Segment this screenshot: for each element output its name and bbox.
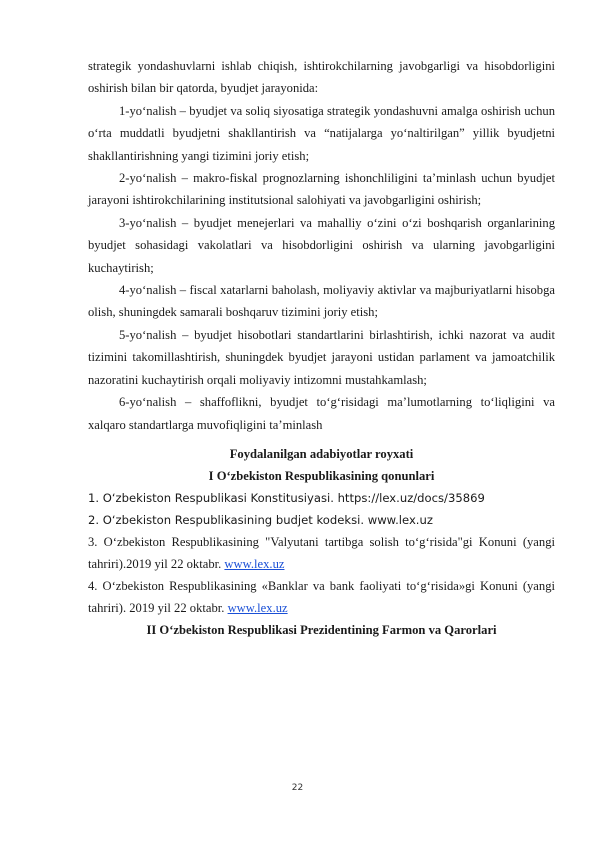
reference-item-1: 1. O‘zbekiston Respublikasi Konstitusiyasi. https://lex.uz/docs/35869 [88, 490, 485, 505]
page-number: 22 [291, 783, 304, 793]
direction-1-paragraph: 1-yo‘nalish – byudjet va soliq siyosatiga strategik yondashuvni amalga oshirish uchun o‘rta muddatli byudjetni shakllantirish va “natijalarga yo‘naltirilgan” yillik byudjetni shakllantirishning yangi tizimini joriy etish; [88, 103, 555, 163]
direction-5-paragraph: 5-yo‘nalish – byudjet hisobotlari standartlarini birlashtirish, ichki nazorat va audit tizimini takomillashtirish, shuningdek byudjet jarayoni ustidan parlament va jamoatchilik nazoratini kuchaytirish orqali moliyaviy intizomni mustahkamlash; [88, 327, 555, 387]
direction-3-paragraph: 3-yo‘nalish – byudjet menejerlari va mahalliy o‘zini o‘zi boshqarish organlarining byudjet sohasidagi vakolatlari va hisobdorligini oshirish va ularning javobgarligini kuchaytirish; [88, 215, 555, 275]
direction-2-paragraph: 2-yo‘nalish – makro-fiskal prognozlarning ishonchliligini ta’minlash uchun byudjet jarayoni ishtirokchilarining institutsional salohiyati va javobgarligini oshirish; [88, 171, 555, 208]
reference-item-4 [88, 575, 555, 619]
reference-item-2: 2. O‘zbekiston Respublikasining budjet kodeksi. www.lex.uz [88, 512, 433, 527]
intro-paragraph: strategik yondashuvlarni ishlab chiqish, ishtirokchilarning javobgarligi va hisobdorligini oshirish bilan bir qatorda, byudjet jarayonida: [88, 59, 555, 96]
reference-item-3-link[interactable]: www.lex.uz [224, 556, 285, 571]
direction-6-paragraph: 6-yo‘nalish – shaffoflikni, byudjet to‘g‘risidagi ma’lumotlarning to‘liqligini va xalqaro standartlarga muvofiqligini ta’minlash [88, 395, 555, 432]
reference-item-4-link[interactable]: www.lex.uz [227, 600, 288, 615]
references-title: Foydalanilgan adabiyotlar royxati [229, 446, 414, 461]
references-section-1-heading: I O‘zbekiston Respublikasining qonunlari [208, 468, 435, 483]
document-page [88, 55, 555, 641]
direction-4-paragraph: 4-yo‘nalish – fiscal xatarlarni baholash, moliyaviy aktivlar va majburiyatlarni hisobga olish, shuningdek samarali boshqaruv tizimini joriy etish; [88, 283, 555, 320]
reference-item-4-text: 4. O‘zbekiston Respublikasining «Banklar va bank faoliyati to‘g‘risida»gi Konuni (yangi tahriri). 2019 yil 22 oktabr. [88, 578, 555, 615]
reference-item-3 [88, 531, 555, 575]
references-section-2-heading: II O‘zbekiston Respublikasi Prezidentining Farmon va Qarorlari [146, 622, 497, 637]
reference-item-3-text: 3. O‘zbekiston Respublikasining "Valyutani tartibga solish to‘g‘risida"gi Konuni (yangi tahriri).2019 yil 22 oktabr. [88, 534, 555, 571]
